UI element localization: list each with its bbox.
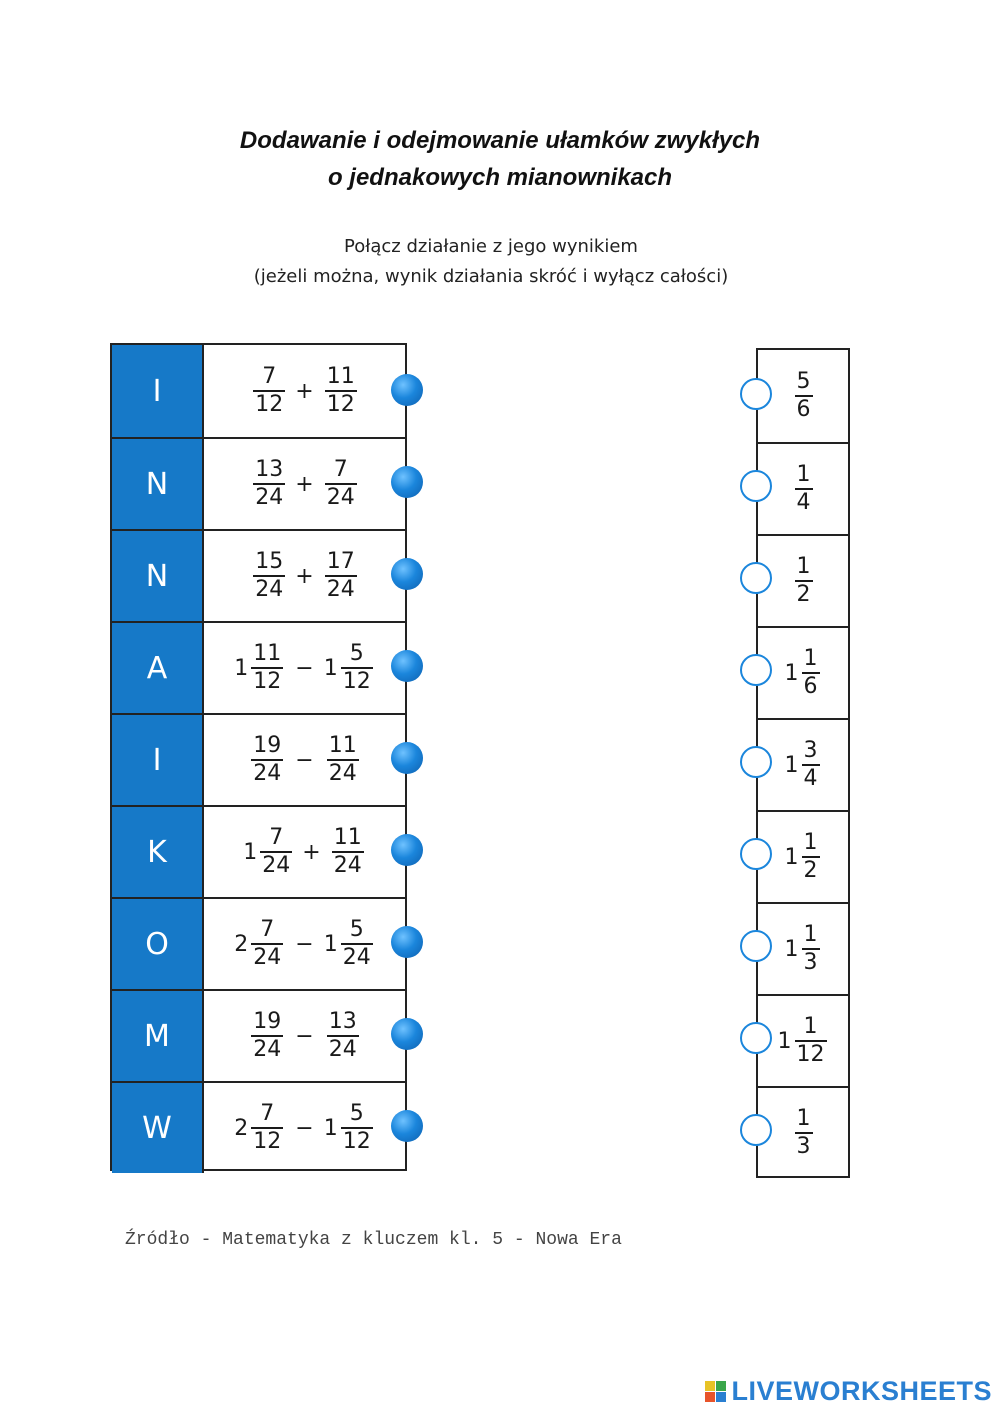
- operand-b-denominator: 12: [342, 669, 371, 694]
- operation-cell: [202, 805, 405, 897]
- operation-row: [112, 897, 405, 989]
- operand-a-denominator: 24: [262, 853, 291, 878]
- operand-a-numerator: 7: [260, 917, 275, 942]
- operand-a-whole: 1: [234, 655, 249, 681]
- result-value: [785, 831, 822, 883]
- operand-b-numerator: 5: [349, 1101, 364, 1126]
- result-denominator: 4: [803, 766, 818, 791]
- operation-expression: [250, 550, 358, 602]
- operation-cell: [202, 989, 405, 1081]
- operand-a-denominator: 12: [253, 1129, 282, 1154]
- row-letter: I: [112, 713, 202, 805]
- connect-dot-left[interactable]: [391, 374, 423, 406]
- operand-b-numerator: 5: [349, 917, 364, 942]
- operand-b-denominator: 24: [328, 1037, 357, 1062]
- row-letter: N: [112, 529, 202, 621]
- result-value: [792, 1107, 815, 1159]
- operand-b-whole: 1: [323, 655, 338, 681]
- operand-a-numerator: 7: [262, 364, 277, 389]
- brand-watermark: [705, 1376, 992, 1407]
- result-fraction: [802, 923, 820, 975]
- result-denominator: 2: [796, 582, 811, 607]
- operand-a-fraction: [251, 642, 283, 694]
- result-numerator: 1: [803, 922, 818, 947]
- operand-a-denominator: 24: [255, 577, 284, 602]
- operand-b-numerator: 7: [333, 457, 348, 482]
- operand-a-numerator: 19: [253, 733, 282, 758]
- connect-dot-left[interactable]: [391, 1110, 423, 1142]
- operation-cell: [202, 1081, 405, 1173]
- operand-b-numerator: 13: [328, 1009, 357, 1034]
- operator: −: [295, 655, 314, 681]
- operand-a-whole: 2: [234, 931, 249, 957]
- connect-dot-left[interactable]: [391, 834, 423, 866]
- row-letter: M: [112, 989, 202, 1081]
- result-denominator: 3: [803, 950, 818, 975]
- source-note: Źródło - Matematyka z kluczem kl. 5 - Nowa Era: [125, 1230, 622, 1250]
- result-fraction: [802, 647, 820, 699]
- worksheet-title: [0, 122, 1000, 196]
- result-numerator: 1: [803, 1014, 818, 1039]
- brand-text: LIVEWORKSHEETS: [731, 1376, 992, 1406]
- connect-ring-right[interactable]: [740, 1022, 772, 1054]
- result-value: [785, 923, 822, 975]
- operand-b-denominator: 12: [342, 1129, 371, 1154]
- instruction-line-1: Połącz działanie z jego wynikiem: [344, 236, 638, 257]
- operation-row: [112, 989, 405, 1081]
- operation-expression: [248, 1010, 360, 1062]
- operation-cell: [202, 345, 405, 437]
- operand-b-fraction: [327, 734, 359, 786]
- operand-b-fraction: [341, 918, 373, 970]
- liveworksheets-logo-icon: [705, 1381, 727, 1403]
- result-whole: 1: [784, 660, 799, 686]
- operation-row: [112, 437, 405, 529]
- operand-b-denominator: 24: [326, 485, 355, 510]
- result-denominator: 12: [796, 1042, 825, 1067]
- operand-a-fraction: [260, 826, 292, 878]
- result-numerator: 1: [796, 462, 811, 487]
- result-whole: 1: [777, 1028, 792, 1054]
- connect-ring-right[interactable]: [740, 378, 772, 410]
- connect-dot-left[interactable]: [391, 742, 423, 774]
- result-fraction: [795, 555, 813, 607]
- row-letter: W: [112, 1081, 202, 1173]
- title-line-1: Dodawanie i odejmowanie ułamków zwykłych: [239, 127, 761, 154]
- operand-a-whole: 1: [243, 839, 258, 865]
- result-fraction: [795, 1015, 827, 1067]
- operation-expression: [250, 458, 358, 510]
- connect-ring-right[interactable]: [740, 930, 772, 962]
- row-letter: I: [112, 345, 202, 437]
- connect-dot-left[interactable]: [391, 466, 423, 498]
- result-fraction: [795, 1107, 813, 1159]
- operand-b-fraction: [325, 550, 357, 602]
- operand-b-fraction: [325, 365, 357, 417]
- operand-a-fraction: [251, 918, 283, 970]
- operation-expression: [234, 642, 374, 694]
- operation-cell: [202, 713, 405, 805]
- result-whole: 1: [784, 752, 799, 778]
- result-value: [778, 1015, 829, 1067]
- operator: +: [295, 471, 314, 497]
- operand-b-whole: 1: [323, 931, 338, 957]
- operations-table: [110, 343, 407, 1171]
- title-line-2: o jednakowych mianownikach: [327, 164, 673, 191]
- result-denominator: 3: [796, 1134, 811, 1159]
- operation-row: [112, 345, 405, 437]
- instructions: [0, 232, 982, 292]
- operator: −: [295, 747, 314, 773]
- row-letter: O: [112, 897, 202, 989]
- operand-b-numerator: 11: [333, 825, 362, 850]
- operand-a-numerator: 7: [269, 825, 284, 850]
- result-value: [785, 739, 822, 791]
- operand-a-whole: 2: [234, 1115, 249, 1141]
- operand-b-denominator: 24: [326, 577, 355, 602]
- result-denominator: 6: [803, 674, 818, 699]
- result-fraction: [802, 831, 820, 883]
- operand-b-numerator: 11: [326, 364, 355, 389]
- operand-b-denominator: 24: [342, 945, 371, 970]
- row-letter: A: [112, 621, 202, 713]
- result-value: [792, 463, 815, 515]
- operand-b-fraction: [341, 1102, 373, 1154]
- result-denominator: 6: [796, 397, 811, 422]
- result-value: [792, 555, 815, 607]
- operator: −: [295, 931, 314, 957]
- operation-row: [112, 805, 405, 897]
- result-fraction: [802, 739, 820, 791]
- operand-a-numerator: 15: [255, 549, 284, 574]
- result-whole: 1: [784, 936, 799, 962]
- operand-a-fraction: [251, 1102, 283, 1154]
- instruction-line-2: (jeżeli można, wynik działania skróć i wyłącz całości): [253, 266, 729, 287]
- operand-b-denominator: 24: [333, 853, 362, 878]
- operand-a-fraction: [251, 734, 283, 786]
- row-letter: N: [112, 437, 202, 529]
- operand-a-numerator: 19: [253, 1009, 282, 1034]
- connect-ring-right[interactable]: [740, 746, 772, 778]
- operation-row: [112, 529, 405, 621]
- operand-a-numerator: 13: [255, 457, 284, 482]
- operation-cell: [202, 897, 405, 989]
- operation-expression: [243, 826, 365, 878]
- result-numerator: 1: [796, 554, 811, 579]
- operand-a-denominator: 24: [253, 1037, 282, 1062]
- operand-b-fraction: [341, 642, 373, 694]
- operator: −: [295, 1115, 314, 1141]
- result-numerator: 3: [803, 738, 818, 763]
- operand-b-denominator: 12: [326, 392, 355, 417]
- operation-row: [112, 1081, 405, 1173]
- operand-b-whole: 1: [323, 1115, 338, 1141]
- operand-a-denominator: 24: [253, 761, 282, 786]
- result-value: [792, 370, 815, 422]
- operand-b-numerator: 17: [326, 549, 355, 574]
- result-value: [785, 647, 822, 699]
- operand-b-fraction: [327, 1010, 359, 1062]
- operation-cell: [202, 621, 405, 713]
- result-numerator: 1: [796, 1106, 811, 1131]
- operand-a-fraction: [251, 1010, 283, 1062]
- result-numerator: 1: [803, 646, 818, 671]
- operation-cell: [202, 529, 405, 621]
- operator: +: [295, 378, 314, 404]
- operand-b-fraction: [325, 458, 357, 510]
- operator: −: [295, 1023, 314, 1049]
- row-letter: K: [112, 805, 202, 897]
- connect-dot-left[interactable]: [391, 1018, 423, 1050]
- connect-dot-left[interactable]: [391, 926, 423, 958]
- operand-a-denominator: 12: [253, 669, 282, 694]
- connect-ring-right[interactable]: [740, 1114, 772, 1146]
- operand-a-fraction: [253, 550, 285, 602]
- operator: +: [295, 563, 314, 589]
- operator: +: [302, 839, 321, 865]
- operation-expression: [248, 734, 360, 786]
- operand-a-denominator: 24: [255, 485, 284, 510]
- operation-expression: [234, 1102, 374, 1154]
- result-numerator: 1: [803, 830, 818, 855]
- operand-a-fraction: [253, 458, 285, 510]
- result-denominator: 2: [803, 858, 818, 883]
- operation-row: [112, 621, 405, 713]
- result-denominator: 4: [796, 490, 811, 515]
- result-fraction: [795, 370, 813, 422]
- result-whole: 1: [784, 844, 799, 870]
- connect-ring-right[interactable]: [740, 562, 772, 594]
- connect-ring-right[interactable]: [740, 470, 772, 502]
- operand-a-denominator: 24: [253, 945, 282, 970]
- operation-expression: [234, 918, 374, 970]
- operand-a-numerator: 7: [260, 1101, 275, 1126]
- operand-b-numerator: 11: [328, 733, 357, 758]
- operation-expression: [250, 365, 358, 417]
- connect-ring-right[interactable]: [740, 838, 772, 870]
- operation-cell: [202, 437, 405, 529]
- operand-b-denominator: 24: [328, 761, 357, 786]
- operand-a-numerator: 11: [253, 641, 282, 666]
- connect-ring-right[interactable]: [740, 654, 772, 686]
- operand-a-fraction: [253, 365, 285, 417]
- result-numerator: 5: [796, 369, 811, 394]
- operand-b-numerator: 5: [349, 641, 364, 666]
- operand-b-fraction: [332, 826, 364, 878]
- result-fraction: [795, 463, 813, 515]
- operation-row: [112, 713, 405, 805]
- operand-a-denominator: 12: [255, 392, 284, 417]
- connect-dot-left[interactable]: [391, 558, 423, 590]
- connect-dot-left[interactable]: [391, 650, 423, 682]
